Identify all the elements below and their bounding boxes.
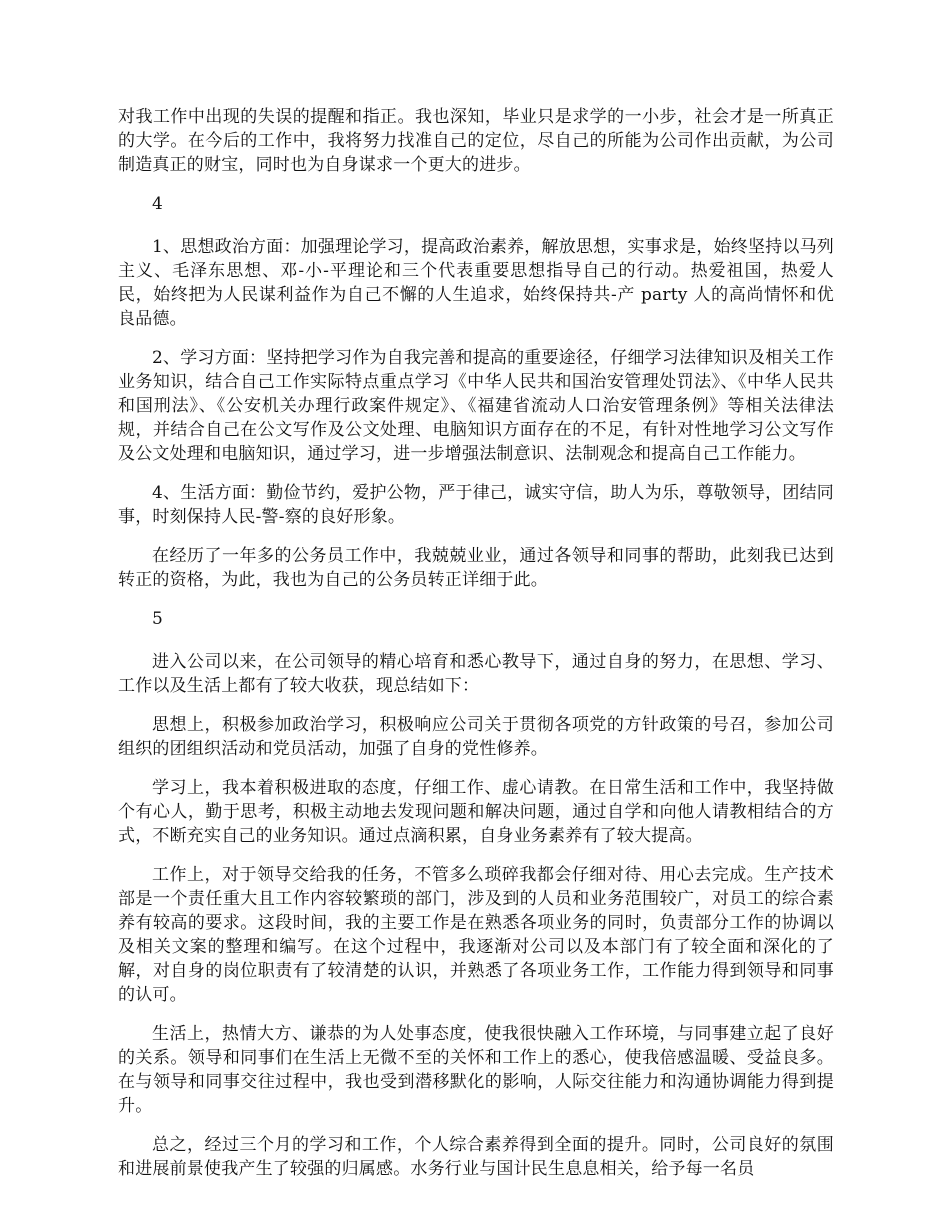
paragraph-work: 工作上，对于领导交给我的任务，不管多么琐碎我都会仔细对待、用心去完成。生产技术部是一个责任重大且工作内容较繁琐的部门，涉及到的人员和业务范围较广，对员工的综合素养有较高的要求。这段时间，我的主要工作是在熟悉各项业务的同时，负责部分工作的协调以及相关文案的整理和编写。在这个过程中，我逐渐对公司以及本部门有了较全面和深化的了解，对自身的岗位职责有了较清楚的认识，并熟悉了各项业务工作，工作能力得到领导和同事的认可。: [118, 865, 834, 1005]
document-body: [118, 105, 834, 1196]
paragraph-intro: 进入公司以来，在公司领导的精心培育和悉心教导下，通过自身的努力，在思想、学习、工作以及生活上都有了较大收获，现总结如下：: [118, 652, 834, 696]
paragraph-continuation: 对我工作中出现的失误的提醒和指正。我也深知，毕业只是求学的一小步，社会才是一所真正的大学。在今后的工作中，我将努力找准自己的定位，尽自己的所能为公司作出贡献，为公司制造真正的财宝，同时也为自身谋求一个更大的进步。: [118, 107, 834, 175]
paragraph-political: 1、思想政治方面：加强理论学习，提高政治素养，解放思想，实事求是，始终坚持以马列主义、毛泽东思想、邓-小-平理论和三个代表重要思想指导自己的行动。热爱祖国，热爱人民，始终把为人民谋利益作为自己不懈的人生追求，始终保持共-产 party 人的高尚情怀和优良品德。: [118, 237, 834, 329]
paragraph-study: 2、学习方面：坚持把学习作为自我完善和提高的重要途径，仔细学习法律知识及相关工作业务知识，结合自己工作实际特点重点学习《中华人民共和国治安管理处罚法》、《中华人民共和国刑法》、《公安机关办理行政案件规定》、《福建省流动人口治安管理条例》等相关法律法规，并结合自己在公文写作及公文处理、电脑知识方面存在的不足，有针对性地学习公文写作及公文处理和电脑知识，通过学习，进一步增强法制意识、法制观念和提高自己工作能力。: [118, 348, 834, 464]
paragraph-life: 4、生活方面：勤俭节约，爱护公物，严于律己，诚实守信，助人为乐，尊敬领导，团结同事，时刻保持人民-警-察的良好形象。: [118, 483, 834, 527]
paragraph-thought: 思想上，积极参加政治学习，积极响应公司关于贯彻各项党的方针政策的号召，参加公司组织的团组织活动和党员活动，加强了自身的党性修养。: [118, 715, 834, 759]
paragraph-summary: 总之，经过三个月的学习和工作，个人综合素养得到全面的提升。同时，公司良好的氛围和进展前景使我产生了较强的归属感。水务行业与国计民生息息相关，给予每一名员: [118, 1135, 834, 1179]
paragraph-conclusion: 在经历了一年多的公务员工作中，我兢兢业业，通过各领导和同事的帮助，此刻我已达到转正的资格，为此，我也为自己的公务员转正详细于此。: [118, 546, 834, 590]
section-number-5: 5: [152, 609, 164, 629]
section-number-4: 4: [152, 194, 164, 214]
paragraph-living: 生活上，热情大方、谦恭的为人处事态度，使我很快融入工作环境，与同事建立起了良好的关系。领导和同事们在生活上无微不至的关怀和工作上的悉心，使我倍感温暖、受益良多。在与领导和同事交往过程中，我也受到潜移默化的影响，人际交往能力和沟通协调能力得到提升。: [118, 1024, 834, 1116]
paragraph-learning: 学习上，我本着积极进取的态度，仔细工作、虚心请教。在日常生活和工作中，我坚持做个有心人，勤于思考，积极主动地去发现问题和解决问题，通过自学和向他人请教相结合的方式，不断充实自己的业务知识。通过点滴积累，自身业务素养有了较大提高。: [118, 778, 834, 846]
